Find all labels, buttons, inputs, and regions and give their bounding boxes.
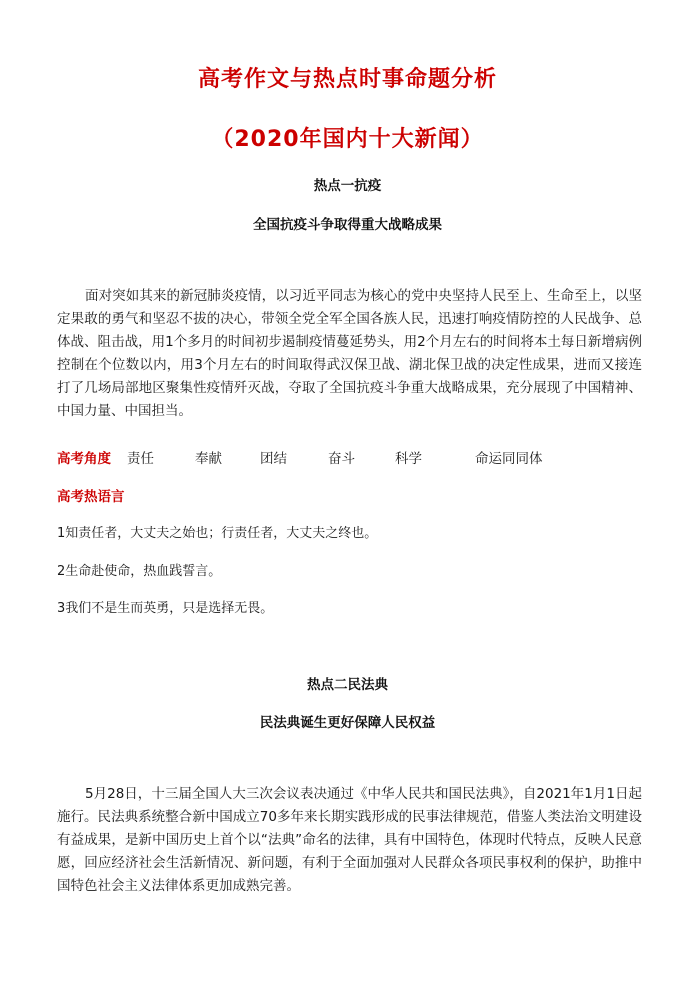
angles-label: 高考角度 [57, 451, 111, 467]
angle-keyword: 责任 [127, 451, 154, 467]
page-title: 高考作文与热点时事命题分析 [197, 67, 497, 92]
page-subtitle: （2020年国内十大新闻） [211, 127, 484, 152]
angle-keyword: 奋斗 [328, 451, 355, 467]
quote-item: 2生命赴使命，热血践誓言。 [57, 564, 222, 579]
angle-keyword: 团结 [260, 451, 287, 467]
angle-keyword: 奉献 [195, 451, 222, 467]
hotspot1-paragraph: 面对突如其来的新冠肺炎疫情，以习近平同志为核心的党中央坚持人民至上、生命至上，以坚定果敢的勇气和坚忍不拔的决心，带领全党全军全国各族人民，迅速打响疫情防控的人民战争、总体战、阻击战，用1个多月的时间初步遏制疫情蔓延势头，用2个月左右的时间将本土每日新增病例控制在个位数以内，用3个月左右的时间取得武汉保卫战、湖北保卫战的决定性成果，进而又接连打了几场局部地区聚集性疫情歼灭战，夺取了全国抗疫斗争重大战略成果，充分展现了中国精神、中国力量、中国担当。 [57, 288, 642, 419]
hotspot1-heading: 热点一抗疫 [313, 178, 382, 194]
hotspot1-subheading: 全国抗疫斗争取得重大战略成果 [253, 217, 442, 233]
angle-keyword: 命运同同体 [475, 451, 543, 467]
hot-language-label: 高考热语言 [57, 489, 125, 505]
hotspot2-subheading: 民法典诞生更好保障人民权益 [259, 715, 436, 731]
hotspot2-paragraph: 5月28日，十三届全国人大三次会议表决通过《中华人民共和国民法典》，自2021年1月1日起施行。民法典系统整合新中国成立70多年来长期实践形成的民事法律规范，借鉴人类法治文明建设有益成果，是新中国历史上首个以“法典”命名的法律，具有中国特色，体现时代特点，反映人民意愿，回应经济社会生活新情况、新问题，有利于全面加强对人民群众各项民事权利的保护，助推中国特色社会主义法律体系更加成熟完善。 [57, 786, 642, 894]
quote-item: 1知责任者，大丈夫之始也；行责任者，大丈夫之终也。 [57, 526, 378, 541]
angles-row [57, 447, 657, 467]
hotspot2-heading: 热点二民法典 [307, 677, 388, 693]
angle-keyword: 科学 [395, 451, 422, 467]
quote-item: 3我们不是生而英勇，只是选择无畏。 [57, 601, 274, 616]
